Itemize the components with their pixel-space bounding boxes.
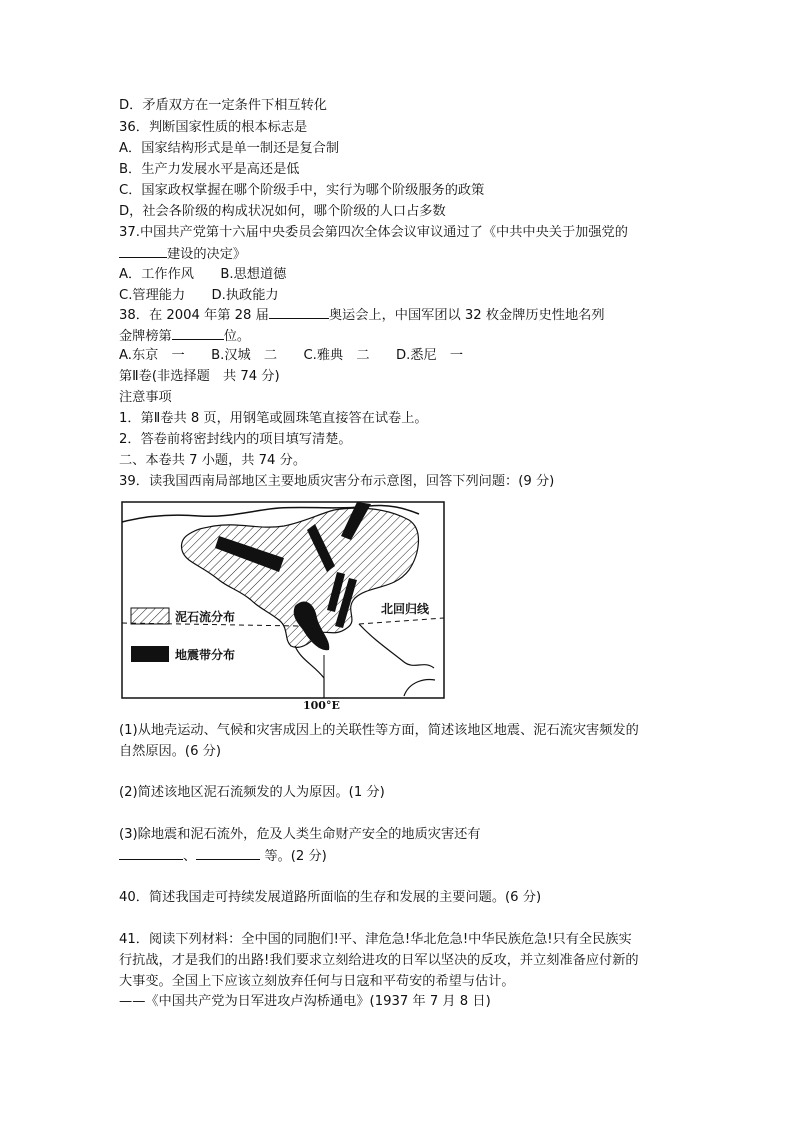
q38-stem-cont	[119, 327, 250, 346]
q37-options-ab: A．工作作风 B.思想道德	[119, 267, 287, 282]
geologic-hazard-map	[119, 500, 449, 710]
q41-line-1: 41．阅读下列材料：全中国的同胞们!平、津危急!华北危急!中华民族危急!只有全民族实	[119, 932, 632, 947]
q38-stem	[119, 306, 605, 325]
q39-1-line-1: (1)从地壳运动、气候和灾害成因上的关联性等方面，简述该地区地震、泥石流灾害频发的	[119, 723, 639, 738]
q40: 40．简述我国走可持续发展道路所面临的生存和发展的主要问题。(6 分)	[119, 890, 542, 905]
q38-stem-start: 38．在 2004 年第 28 届	[119, 308, 269, 323]
q36-option-c: C．国家政权掌握在哪个阶级手中，实行为哪个阶级服务的政策	[119, 183, 485, 198]
q37-options-cd: C.管理能力 D.执政能力	[119, 288, 279, 303]
q37-stem-end: 建设的决定》	[167, 247, 247, 262]
q36-option-a: A．国家结构形式是单一制还是复合制	[119, 141, 340, 156]
notice-item-2: 2．答卷前将密封线内的项目填写清楚。	[119, 432, 352, 447]
q39-3-blank-2	[196, 847, 260, 860]
part2-title: 第Ⅱ卷(非选择题 共 74 分)	[119, 369, 280, 384]
q36-option-b: B．生产力发展水平是高还是低	[119, 162, 300, 177]
q39-2: (2)简述该地区泥石流频发的人为原因。(1 分)	[119, 785, 385, 800]
q39-3-line-2	[119, 847, 327, 866]
q39-3-end: 等。(2 分)	[260, 849, 327, 864]
q39-3-blank-1	[119, 847, 183, 860]
q38-stem-end: 位。	[223, 329, 251, 344]
q38-stem-mid: 奥运会上，中国军团以 32 枚金牌历史性地名列	[328, 308, 605, 323]
q36-option-d: D，社会各阶级的构成状况如何，哪个阶级的人口占多数	[119, 204, 446, 219]
q38-blank-2	[172, 327, 224, 340]
q39-stem: 39．读我国西南局部地区主要地质灾害分布示意图，回答下列问题：(9 分)	[119, 474, 555, 489]
q41-line-3: 大事变。全国上下应该立刻放弃任何与日寇和平苟安的希望与估计。	[119, 974, 515, 989]
legend-quake-label: 地震带分布	[175, 648, 236, 662]
q38-stem-cont-start: 金牌榜第	[119, 329, 172, 344]
q36-stem: 36．判断国家性质的根本标志是	[119, 120, 308, 135]
meridian-label: 100°E	[303, 699, 340, 710]
q39-1-line-2: 自然原因。(6 分)	[119, 744, 221, 759]
q37-stem: 37.中国共产党第十六届中央委员会第四次全体会议审议通过了《中共中央关于加强党的	[119, 225, 628, 240]
q41-source: ——《中国共产党为日军进攻卢沟桥通电》(1937 年 7 月 8 日)	[119, 994, 491, 1009]
legend-mudflow-swatch	[131, 608, 169, 624]
notice-item-1: 1．第Ⅱ卷共 8 页，用钢笔或圆珠笔直接答在试卷上。	[119, 411, 428, 426]
q38-blank-1	[269, 306, 329, 319]
notice-title: 注意事项	[119, 390, 172, 405]
q35-option-d: D．矛盾双方在一定条件下相互转化	[119, 98, 327, 113]
q41-line-2: 行抗战，才是我们的出路!我们要求立刻给进攻的日军以坚决的反攻，并立刻准备应付新的	[119, 953, 639, 968]
legend-mudflow-label: 泥石流分布	[175, 610, 236, 624]
q39-3-line-1: (3)除地震和泥石流外，危及人类生命财产安全的地质灾害还有	[119, 827, 481, 842]
q39-3-separator: 、	[183, 849, 197, 864]
tropic-label: 北回归线	[381, 602, 430, 616]
q37-blank	[119, 245, 167, 258]
section-2-title: 二、本卷共 7 小题，共 74 分。	[119, 453, 307, 468]
legend-quake-swatch	[131, 646, 169, 662]
q38-options: A.东京 一 B.汉城 二 C.雅典 二 D.悉尼 一	[119, 348, 464, 363]
q37-stem-cont	[119, 245, 246, 264]
